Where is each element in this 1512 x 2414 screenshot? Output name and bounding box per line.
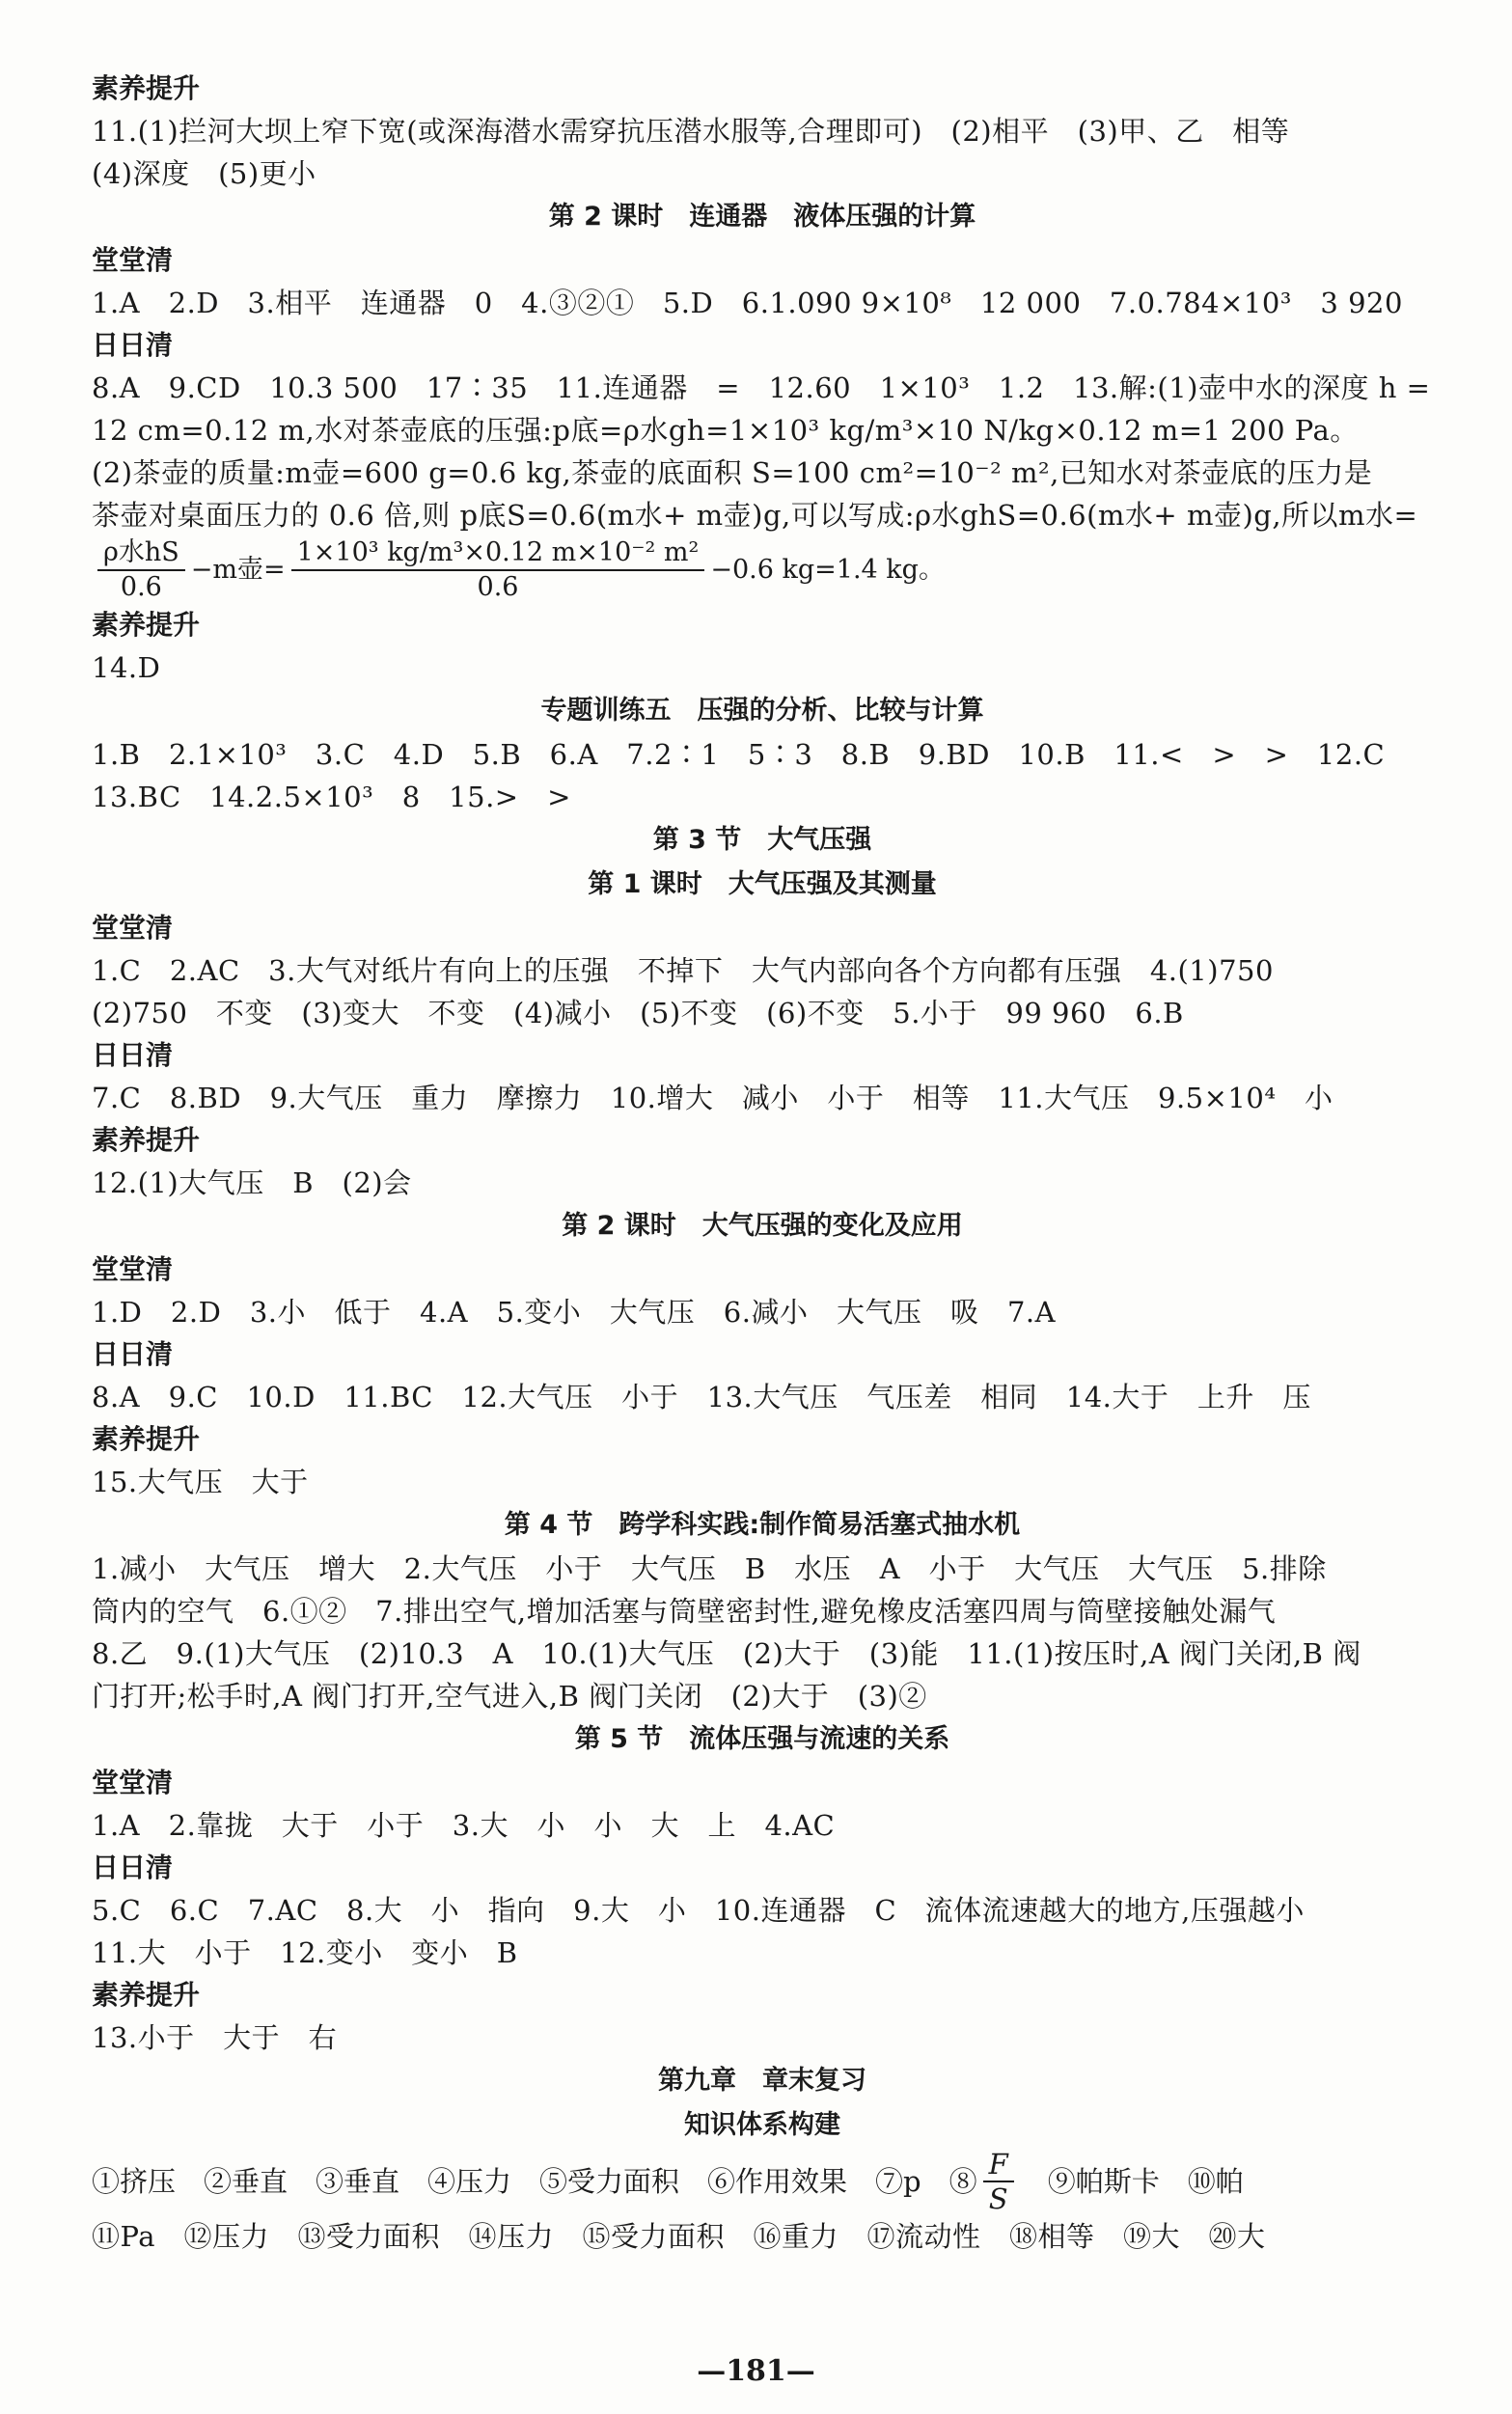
section-label: 日日清	[92, 1852, 174, 1883]
lesson-title: 专题训练五 压强的分析、比较与计算	[540, 696, 984, 726]
lesson-title: 第 1 课时 大气压强及其测量	[588, 869, 937, 899]
section-label: 日日清	[92, 1039, 174, 1071]
fraction	[291, 536, 705, 604]
fraction-numerator: F	[983, 2148, 1014, 2182]
answer-line: 13.小于 大于 右	[92, 2021, 338, 2054]
fraction-numerator: 1×10³ kg/m³×0.12 m×10⁻² m²	[291, 536, 705, 571]
answer-line: 12.(1)大气压 B (2)会	[92, 1166, 412, 1199]
section-title: 第 5 节 流体压强与流速的关系	[574, 1724, 950, 1754]
answer-line: 11.(1)拦河大坝上窄下宽(或深海潜水需穿抗压潜水服等,合理即可) (2)相平 (3)甲、乙 相等	[92, 115, 1290, 148]
formula-text: −0.6 kg=1.4 kg。	[710, 555, 945, 585]
fraction-denominator: 0.6	[477, 572, 519, 602]
section-label: 堂堂清	[92, 912, 174, 944]
fraction-denominator: 0.6	[120, 572, 162, 602]
answer-page	[92, 68, 1433, 2258]
answer-line: 7.C 8.BD 9.大气压 重力 摩擦力 10.增大 减小 小于 相等 11.大气压 9.5×10⁴ 小	[92, 1082, 1333, 1114]
answer-line: 1.D 2.D 3.小 低于 4.A 5.变小 大气压 6.减小 大气压 吸 7.A	[92, 1296, 1057, 1329]
section-label: 素养提升	[92, 1979, 201, 2011]
knowledge-text: ⑨帕斯卡 ⑩帕	[1019, 2165, 1244, 2198]
answer-line: 1.A 2.D 3.相平 连通器 0 4.③②① 5.D 6.1.090 9×10⁸ 12 000 7.0.784×10³ 3 920	[92, 287, 1403, 319]
knowledge-text: ①挤压 ②垂直 ③垂直 ④压力 ⑤受力面积 ⑥作用效果 ⑦p ⑧	[92, 2165, 977, 2198]
section-label: 素养提升	[92, 1124, 201, 1156]
answer-line: (4)深度 (5)更小	[92, 157, 316, 190]
section-label: 堂堂清	[92, 244, 174, 276]
answer-line: 14.D	[92, 651, 161, 684]
section-label: 日日清	[92, 329, 174, 361]
answer-line: 11.大 小于 12.变小 变小 B	[92, 1936, 518, 1969]
knowledge-row: ⑪Pa ⑫压力 ⑬受力面积 ⑭压力 ⑮受力面积 ⑯重力 ⑰流动性 ⑱相等 ⑲大 ⑳大	[92, 2220, 1266, 2253]
answer-line: 12 cm=0.12 m,水对茶壶底的压强:p底=ρ水gh=1×10³ kg/m³×10 N/kg×0.12 m=1 200 Pa。	[92, 414, 1359, 447]
answer-line: 13.BC 14.2.5×10³ 8 15.> >	[92, 781, 571, 813]
answer-line: 8.A 9.C 10.D 11.BC 12.大气压 小于 13.大气压 气压差 相同 14.大于 上升 压	[92, 1381, 1311, 1413]
answer-line: 15.大气压 大于	[92, 1466, 309, 1498]
answer-line: 筒内的空气 6.①② 7.排出空气,增加活塞与筒壁密封性,避免橡皮活塞四周与筒壁接触处漏气	[92, 1595, 1277, 1628]
fraction-numerator: ρ水hS	[97, 536, 185, 571]
fraction	[983, 2148, 1014, 2215]
chapter-title: 第九章 章末复习	[658, 2066, 866, 2096]
section-title: 第 3 节 大气压强	[652, 825, 872, 855]
fraction-denominator: S	[988, 2182, 1008, 2215]
section-label: 素养提升	[92, 1423, 201, 1455]
answer-line: 8.乙 9.(1)大气压 (2)10.3 A 10.(1)大气压 (2)大于 (3)能 11.(1)按压时,A 阀门关闭,B 阀	[92, 1637, 1361, 1670]
answer-line: (2)茶壶的质量:m壶=600 g=0.6 kg,茶壶的底面积 S=100 cm²=10⁻² m²,已知水对茶壶底的压力是	[92, 456, 1373, 489]
answer-line: 5.C 6.C 7.AC 8.大 小 指向 9.大 小 10.连通器 C 流体流速越大的地方,压强越小	[92, 1894, 1305, 1927]
section-label: 堂堂清	[92, 1253, 174, 1285]
answer-line: 1.A 2.靠拢 大于 小于 3.大 小 小 大 上 4.AC	[92, 1809, 836, 1842]
answer-line: 1.B 2.1×10³ 3.C 4.D 5.B 6.A 7.2∶1 5∶3 8.B 9.BD 10.B 11.< > > 12.C	[92, 738, 1386, 771]
subsection-title: 知识体系构建	[684, 2110, 840, 2140]
section-label: 素养提升	[92, 72, 201, 104]
formula-text: −m壶=	[190, 555, 286, 585]
fraction	[97, 536, 185, 604]
section-label: 日日清	[92, 1338, 174, 1370]
lesson-title: 第 2 课时 大气压强的变化及应用	[562, 1211, 963, 1241]
page-number: —181—	[697, 2354, 815, 2388]
answer-line: 8.A 9.CD 10.3 500 17∶35 11.连通器 = 12.60 1×10³ 1.2 13.解:(1)壶中水的深度 h =	[92, 371, 1431, 404]
answer-line: 1.减小 大气压 增大 2.大气压 小于 大气压 B 水压 A 小于 大气压 大气压 5.排除	[92, 1552, 1327, 1585]
section-label: 堂堂清	[92, 1767, 174, 1798]
answer-line: 门打开;松手时,A 阀门打开,空气进入,B 阀门关闭 (2)大于 (3)②	[92, 1680, 927, 1713]
section-title: 第 4 节 跨学科实践:制作简易活塞式抽水机	[504, 1510, 1021, 1540]
knowledge-row	[92, 2148, 1433, 2215]
section-label: 素养提升	[92, 609, 201, 641]
answer-line: 茶壶对桌面压力的 0.6 倍,则 p底S=0.6(m水+ m壶)g,可以写成:ρ水ghS=0.6(m水+ m壶)g,所以m水=	[92, 499, 1418, 532]
lesson-title: 第 2 课时 连通器 液体压强的计算	[548, 202, 976, 232]
answer-line: (2)750 不变 (3)变大 不变 (4)减小 (5)不变 (6)不变 5.小于 99 960 6.B	[92, 997, 1184, 1029]
formula-line	[92, 536, 1433, 604]
answer-line: 1.C 2.AC 3.大气对纸片有向上的压强 不掉下 大气内部向各个方向都有压强 4.(1)750	[92, 954, 1274, 987]
